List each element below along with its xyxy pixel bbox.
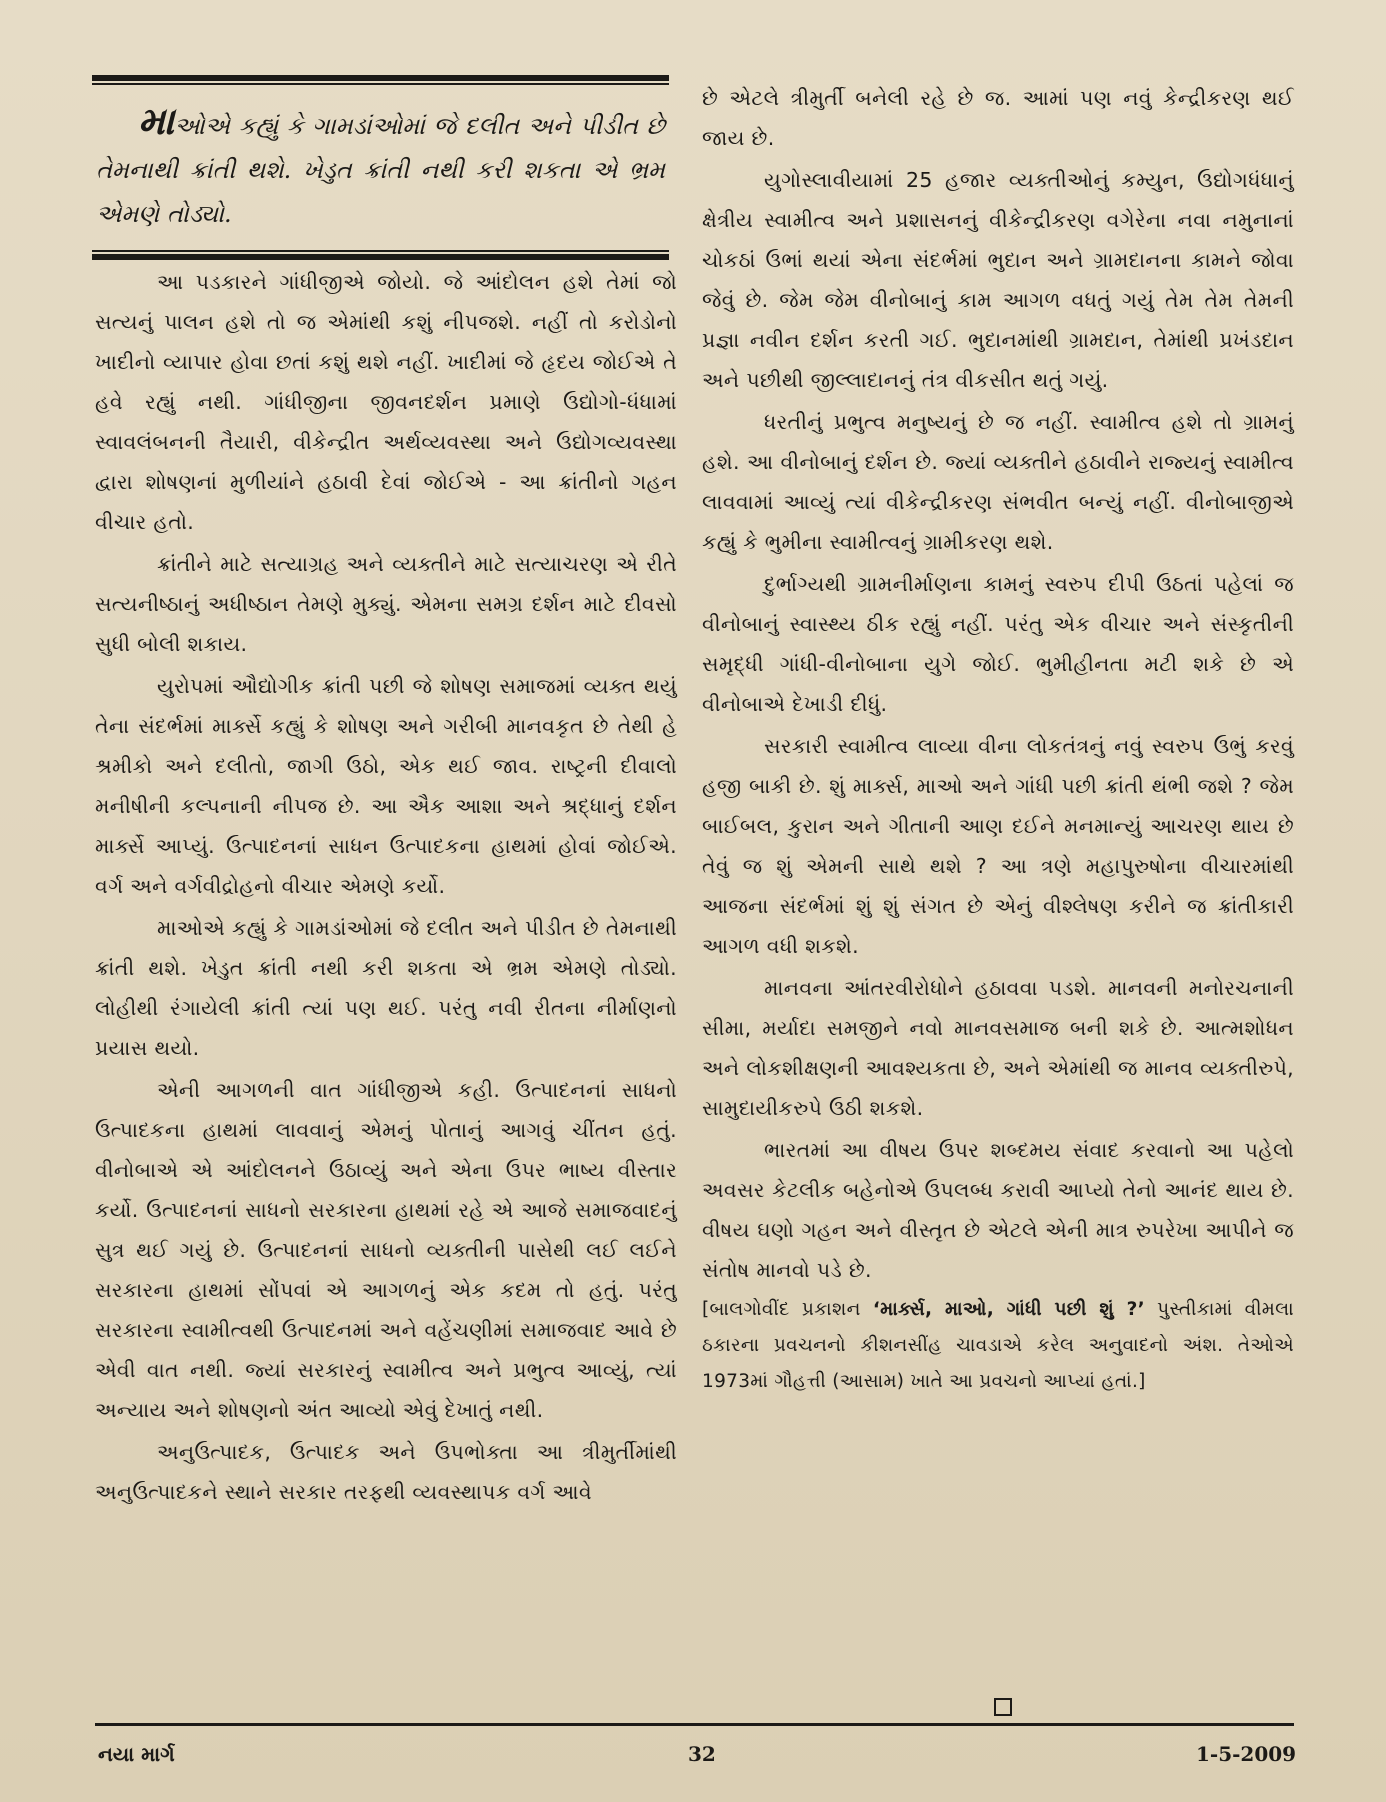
left-paragraph-4: માઓએ કહ્યું કે ગામડાંઓમાં જે દલીત અને પીડીત છે તેમનાથી ક્રાંતી થશે. ખેડુત ક્રાંતી નથી કરી શકતા એ ભ્રમ એમણે તોડ્યો. લોહીથી રંગાયેલી ક્રાંતી ત્યાં પણ થઈ. પરંતુ નવી રીતના નીર્માણનો પ્રયાસ થયો. bbox=[95, 916, 677, 1060]
footer-rule bbox=[95, 1723, 1294, 1726]
source-note-suffix: પુસ્તીકામાં વીમલા ઠકારના પ્રવચનનો કીશનસીંહ ચાવડાએ કરેલ અનુવાદનો અંશ. તેઓએ 1973માં ગૌહત્તી (આસામ) ખાતે આ પ્રવચનો આપ્યાં હતાં.] bbox=[702, 1299, 1294, 1392]
left-paragraph-5: એની આગળની વાત ગાંધીજીએ કહી. ઉત્પાદનનાં સાધનો ઉત્પાદકના હાથમાં લાવવાનું એમનું પોતાનું આગવું ચીંતન હતું. વીનોબાએ એ આંદોલનને ઉઠાવ્યું અને એના ઉપર ભાષ્ય વીસ્તાર કર્યો. ઉત્પાદનનાં સાધનો સરકારના હાથમાં રહે એ આજે સમાજવાદનું સુત્ર થઈ ગયું છે. ઉત્પાદનનાં સાધનો વ્યક્તીની પાસેથી લઈ લઈને સરકારના હાથમાં સોંપવાં એ આગળનું એક કદમ તો હતું. પરંતુ સરકારના સ્વામીત્વથી ઉત્પાદનમાં અને વહેંચણીમાં સમાજવાદ આવે છે એવી વાત નથી. જ્યાં સરકારનું સ્વામીત્વ અને પ્રભુત્વ આવ્યું, ત્યાં અન્યાય અને શોષણનો અંત આવ્યો એવું દેખાતું નથી. bbox=[95, 1078, 677, 1422]
right-paragraph-6: માનવના આંતરવીરોધોને હઠાવવા પડશે. માનવની મનોરચનાની સીમા, મર્યાદા સમજીને નવો માનવસમાજ બની શકે છે. આત્મશોધન અને લોકશીક્ષણની આવશ્યકતા છે, અને એમાંથી જ માનવ વ્યક્તીરુપે, સામુદાયીકરુપે ઉઠી શકશે. bbox=[702, 976, 1294, 1120]
end-mark-icon bbox=[994, 1698, 1012, 1716]
pull-quote bbox=[92, 75, 669, 260]
left-paragraph-2: ક્રાંતીને માટે સત્યાગ્રહ અને વ્યક્તીને માટે સત્યાચરણ એ રીતે સત્યનીષ્ઠાનું અધીષ્ઠાન તેમણે મુક્યું. એમના સમગ્ર દર્શન માટે દીવસો સુધી બોલી શકાય. bbox=[95, 552, 677, 656]
source-note bbox=[702, 1292, 1294, 1400]
right-paragraph-2: યુગોસ્લાવીયામાં 25 હજાર વ્યક્તીઓનું કમ્યુન, ઉદ્યોગધંધાનું ક્ષેત્રીય સ્વામીત્વ અને પ્રશાસનનું વીકેન્દ્રીકરણ વગેરેના નવા નમુનાનાં ચોકઠાં ઉભાં થયાં એના સંદર્ભમાં ભુદાન અને ગ્રામદાનના કામને જોવા જેવું છે. જેમ જેમ વીનોબાનું કામ આગળ વધતું ગયું તેમ તેમ તેમની પ્રજ્ઞા નવીન દર્શન કરતી ગઈ. ભુદાનમાંથી ગ્રામદાન, તેમાંથી પ્રખંડદાન અને પછીથી જીલ્લાદાનનું તંત્ર વીકસીત થતું ગયું. bbox=[702, 168, 1294, 392]
pull-quote-bottom-rule bbox=[92, 254, 669, 260]
left-paragraph-6: અનુઉત્પાદક, ઉત્પાદક અને ઉપભોક્તા આ ત્રીમુર્તીમાંથી અનુઉત્પાદકને સ્થાને સરકાર તરફથી વ્યવસ્થાપક વર્ગ આવે bbox=[95, 1440, 677, 1504]
right-paragraph-7: ભારતમાં આ વીષય ઉપર શબ્દમય સંવાદ કરવાનો આ પહેલો અવસર કેટલીક બહેનોએ ઉપલબ્ધ કરાવી આપ્યો તેનો આનંદ થાય છે. વીષય ઘણો ગહન અને વીસ્તૃત છે એટલે એની માત્ર રુપરેખા આપીને જ સંતોષ માનવો પડે છે. bbox=[702, 1138, 1294, 1282]
pull-quote-dropcap: મા bbox=[138, 98, 175, 143]
pull-quote-top-rule bbox=[92, 75, 669, 81]
footer-publication: નયા માર્ગ bbox=[98, 1742, 175, 1766]
right-column bbox=[702, 78, 1294, 1402]
pull-quote-text bbox=[92, 85, 669, 244]
pull-quote-body: ઓએ કહ્યું કે ગામડાંઓમાં જે દલીત અને પીડીત છે તેમનાથી ક્રાંતી થશે. ખેડુત ક્રાંતી નથી કરી શકતા એ ભ્રમ એમણે તોડ્યો. bbox=[96, 112, 665, 228]
left-paragraph-1: આ પડકારને ગાંધીજીએ જોયો. જે આંદોલન હશે તેમાં જો સત્યનું પાલન હશે તો જ એમાંથી કશું નીપજશે. નહીં તો કરોડોનો ખાદીનો વ્યાપાર હોવા છતાં કશું થશે નહીં. ખાદીમાં જે હૃદય જોઈએ તે હવે રહ્યું નથી. ગાંધીજીના જીવનદર્શન પ્રમાણે ઉદ્યોગો-ધંધામાં સ્વાવલંબનની તૈયારી, વીકેન્દ્રીત અર્થવ્યવસ્થા અને ઉદ્યોગવ્યવસ્થા દ્વારા શોષણનાં મુળીયાંને હઠાવી દેવાં જોઈએ - આ ક્રાંતીનો ગહન વીચાર હતો. bbox=[95, 270, 677, 534]
source-note-prefix: [બાલગોવીંદ પ્રકાશન bbox=[702, 1299, 873, 1320]
pull-quote-bottom-rule-thin bbox=[92, 250, 669, 252]
footer-page-number: 32 bbox=[688, 1742, 716, 1766]
right-paragraph-3: ધરતીનું પ્રભુત્વ મનુષ્યનું છે જ નહીં. સ્વામીત્વ હશે તો ગ્રામનું હશે. આ વીનોબાનું દર્શન છે. જ્યાં વ્યક્તીને હઠાવીને રાજ્યનું સ્વામીત્વ લાવવામાં આવ્યું ત્યાં વીકેન્દ્રીકરણ સંભવીત બન્યું નહીં. વીનોબાજીએ કહ્યું કે ભુમીના સ્વામીત્વનું ગ્રામીકરણ થશે. bbox=[702, 410, 1294, 554]
footer-date: 1-5-2009 bbox=[1196, 1742, 1297, 1766]
right-paragraph-5: સરકારી સ્વામીત્વ લાવ્યા વીના લોકતંત્રનું નવું સ્વરુપ ઉભું કરવું હજી બાકી છે. શું માર્ક્સ, માઓ અને ગાંધી પછી ક્રાંતી થંભી જશે ? જેમ બાઈબલ, કુરાન અને ગીતાની આણ દઈને મનમાન્યું આચરણ થાય છે તેવું જ શું એમની સાથે થશે ? આ ત્રણે મહાપુરુષોના વીચારમાંથી આજના સંદર્ભમાં શું શું સંગત છે એનું વીશ્લેષણ કરીને જ ક્રાંતીકારી આગળ વધી શકશે. bbox=[702, 734, 1294, 958]
left-column bbox=[95, 262, 677, 1514]
source-note-title: ‘માર્ક્સ, માઓ, ગાંધી પછી શું ?’ bbox=[872, 1299, 1145, 1320]
right-paragraph-1: છે એટલે ત્રીમુર્તી બનેલી રહે છે જ. આમાં પણ નવું કેન્દ્રીકરણ થઈ જાય છે. bbox=[702, 86, 1294, 150]
left-paragraph-3: યુરોપમાં ઔદ્યોગીક ક્રાંતી પછી જે શોષણ સમાજમાં વ્યક્ત થયું તેના સંદર્ભમાં માર્ક્સે કહ્યું કે શોષણ અને ગરીબી માનવકૃત છે તેથી હે શ્રમીકો અને દલીતો, જાગી ઉઠો, એક થઈ જાવ. રાષ્ટ્રની દીવાલો મનીષીની કલ્પનાની નીપજ છે. આ ઐક આશા અને શ્રદ્ધાનું દર્શન માર્ક્સે આપ્યું. ઉત્પાદનનાં સાધન ઉત્પાદકના હાથમાં હોવાં જોઈએ. વર્ગ અને વર્ગવીદ્રોહનો વીચાર એમણે કર્યો. bbox=[95, 674, 677, 898]
right-paragraph-4: દુર્ભાગ્યથી ગ્રામનીર્માણના કામનું સ્વરુપ દીપી ઉઠતાં પહેલાં જ વીનોબાનું સ્વાસ્થ્ય ઠીક રહ્યું નહીં. પરંતુ એક વીચાર અને સંસ્કૃતીની સમૃદ્ધી ગાંધી-વીનોબાના યુગે જોઈ. ભુમીહીનતા મટી શકે છે એ વીનોબાએ દેખાડી દીધું. bbox=[702, 572, 1294, 716]
